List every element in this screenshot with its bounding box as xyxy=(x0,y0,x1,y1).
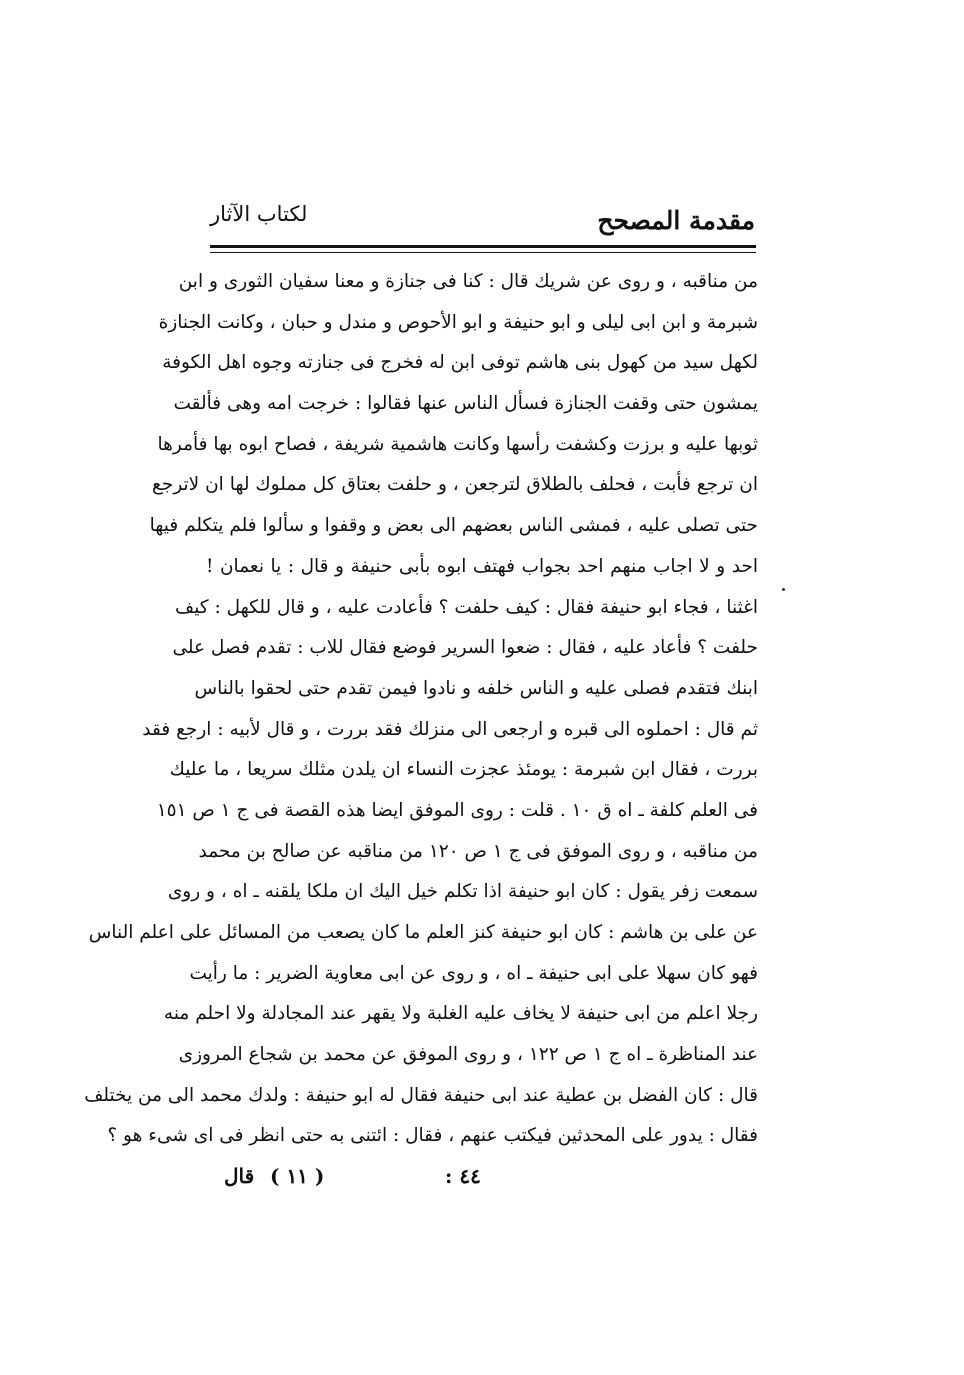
text-line: ابنك فتقدم فصلى عليه و الناس خلفه و نادوا فيمن تقدم حتى لحقوا بالناس xyxy=(194,677,758,699)
text-line: بررت ، فقال ابن شبرمة : يومئذ عجزت النساء ان يلدن مثلك سريعا ، ما عليك xyxy=(169,759,758,781)
header-rule-thick xyxy=(210,245,756,248)
catchword: قال xyxy=(224,1164,255,1188)
page-footer xyxy=(210,1160,755,1200)
running-head-right-title: مقدمة المصحح xyxy=(597,206,755,235)
page-number: ٤٤ : xyxy=(445,1164,481,1188)
signature-mark: ( ١١ ) xyxy=(270,1164,325,1188)
text-line: فهو كان سهلا على ابى حنيفة ـ اه ، و روى عن ابى معاوية الضرير : ما رأيت xyxy=(189,962,758,984)
text-line: سمعت زفر يقول : كان ابو حنيفة اذا تكلم خيل اليك ان ملكا يلقنه ـ اه ، و روى xyxy=(167,881,758,903)
text-line: ان ترجع فأبت ، فحلف بالطلاق لترجعن ، و حلفت بعتاق كل مملوك لها ان لاترجع xyxy=(152,474,758,496)
body-text xyxy=(84,262,758,1157)
text-line: ثم قال : احملوه الى قبره و ارجعى الى منزلك فقد بررت ، و قال لأبيه : ارجع فقد xyxy=(142,718,758,740)
running-head xyxy=(210,198,755,246)
text-line: عند المناظرة ـ اه ج ١ ص ١٢٢ ، و روى الموفق عن محمد بن شجاع المروزى xyxy=(178,1044,758,1066)
text-line: يمشون حتى وقفت الجنازة فسأل الناس عنها فقالوا : خرجت امه وهى فألقت xyxy=(173,393,758,415)
text-line: فقال : يدور على المحدثين فيكتب عنهم ، فقال : ائتنى به حتى انظر فى اى شىء هو ؟ xyxy=(107,1125,758,1147)
text-line: حتى تصلى عليه ، فمشى الناس بعضهم الى بعض و وقفوا و سألوا فلم يتكلم فيها xyxy=(149,515,758,537)
text-line: من مناقبه ، و روى الموفق فى ج ١ ص ١٢٠ من مناقبه عن صالح بن محمد xyxy=(198,840,758,862)
text-line: رجلا اعلم من ابى حنيفة لا يخاف عليه الغلبة ولا يقهر عند المجادلة ولا احلم منه xyxy=(163,1003,758,1025)
text-line: من مناقبه ، و روى عن شريك قال : كنا فى جنازة و معنا سفيان الثورى و ابن xyxy=(178,271,758,292)
text-line: اغثنا ، فجاء ابو حنيفة فقال : كيف حلفت ؟ فأعادت عليه ، و قال للكهل : كيف xyxy=(175,596,758,618)
text-line: فى العلم كلفة ـ اه ق ١٠ . قلت : روى الموفق ايضا هذه القصة فى ج ١ ص ١٥١ xyxy=(156,799,758,821)
text-line: لكهل سيد من كهول بنى هاشم توفى ابن له فخرج فى جنازته وجوه اهل الكوفة xyxy=(162,352,758,374)
text-line: احد و لا اجاب منهم احد بجواب فهتف ابوه بأبى حنيفة و قال : يا نعمان ! xyxy=(206,555,758,577)
text-line: عن على بن هاشم : كان ابو حنيفة كنز العلم ما كان يصعب من المسائل على اعلم الناس xyxy=(88,922,758,943)
text-line: حلفت ؟ فأعاد عليه ، فقال : ضعوا السرير فوضع فقال للاب : تقدم فصل على xyxy=(172,637,758,659)
header-rule-thin xyxy=(210,252,756,253)
running-head-left-title: لكتاب الآثار xyxy=(210,202,308,226)
text-line: شبرمة و ابن ابى ليلى و ابو حنيفة و ابو الأحوص و مندل و حبان ، وكانت الجنازة xyxy=(158,311,758,333)
margin-speck xyxy=(782,588,785,591)
text-line: ثوبها عليه و برزت وكشفت رأسها وكانت هاشمية شريفة ، فصاح ابوه بها فأمرها xyxy=(157,433,758,455)
text-line: قال : كان الفضل بن عطية عند ابى حنيفة فقال له ابو حنيفة : ولدك محمد الى من يختلف xyxy=(84,1084,758,1106)
